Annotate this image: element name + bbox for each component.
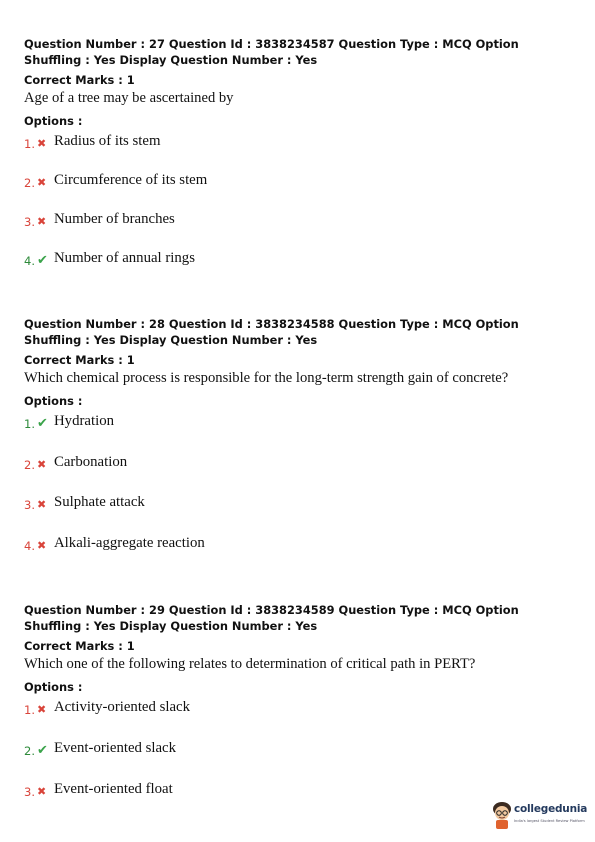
option-number: 3. <box>24 785 35 799</box>
option-number: 4. <box>24 254 35 268</box>
option-text: Alkali-aggregate reaction <box>54 535 205 551</box>
question-meta: Question Number : 27 Question Id : 3838234587 Question Type : MCQ Option Shuffling : Yes Display Question Number : Yes <box>24 37 519 67</box>
option-item <box>24 409 114 431</box>
option-number: 4. <box>24 539 35 553</box>
correct-marks: Correct Marks : 1 <box>24 353 135 367</box>
option-number: 3. <box>24 215 35 229</box>
option-number: 2. <box>24 176 35 190</box>
question-meta: Question Number : 28 Question Id : 3838234588 Question Type : MCQ Option Shuffling : Yes Display Question Number : Yes <box>24 317 519 347</box>
option-number: 2. <box>24 744 35 758</box>
question-text: Age of a tree may be ascertained by <box>24 90 234 106</box>
cross-icon: ✖ <box>37 137 47 150</box>
cross-icon: ✖ <box>37 498 47 511</box>
option-item <box>24 450 127 472</box>
option-number: 1. <box>24 417 35 431</box>
option-number: 3. <box>24 498 35 512</box>
cross-icon: ✖ <box>37 539 47 552</box>
option-number: 1. <box>24 703 35 717</box>
check-icon: ✔ <box>37 743 48 758</box>
option-item <box>24 490 145 512</box>
cross-icon: ✖ <box>37 785 47 798</box>
cross-icon: ✖ <box>37 215 47 228</box>
check-icon: ✔ <box>37 416 48 431</box>
option-item <box>24 246 195 268</box>
option-item <box>24 168 207 190</box>
option-item <box>24 531 205 553</box>
correct-marks: Correct Marks : 1 <box>24 639 135 653</box>
logo-wordmark: collegedunia <box>514 803 588 815</box>
option-text: Circumference of its stem <box>54 172 208 188</box>
question-block <box>24 602 579 815</box>
option-item <box>24 736 176 758</box>
option-item <box>24 207 175 229</box>
option-number: 1. <box>24 137 35 151</box>
collegedunia-logo <box>490 800 590 834</box>
option-text: Hydration <box>54 413 114 429</box>
options-label: Options : <box>24 680 83 694</box>
check-icon: ✔ <box>37 253 48 268</box>
option-text: Activity-oriented slack <box>54 699 191 715</box>
cross-icon: ✖ <box>37 458 47 471</box>
option-text: Carbonation <box>54 454 128 470</box>
cross-icon: ✖ <box>37 176 47 189</box>
option-text: Event-oriented slack <box>54 740 177 756</box>
question-block <box>24 36 579 289</box>
option-text: Number of annual rings <box>54 250 195 266</box>
option-text: Event-oriented float <box>54 781 173 797</box>
question-meta: Question Number : 29 Question Id : 3838234589 Question Type : MCQ Option Shuffling : Yes Display Question Number : Yes <box>24 603 519 633</box>
options-label: Options : <box>24 394 83 408</box>
cross-icon: ✖ <box>37 703 47 716</box>
option-item <box>24 695 190 717</box>
question-text: Which chemical process is responsible for the long-term strength gain of concrete? <box>24 370 509 386</box>
mascot-icon <box>490 800 514 832</box>
option-text: Sulphate attack <box>54 494 145 510</box>
option-text: Radius of its stem <box>54 133 161 149</box>
logo-tagline: India's largest Student Review Platform <box>514 819 585 823</box>
option-number: 2. <box>24 458 35 472</box>
options-label: Options : <box>24 114 83 128</box>
correct-marks: Correct Marks : 1 <box>24 73 135 87</box>
question-text: Which one of the following relates to determination of critical path in PERT? <box>24 656 476 672</box>
question-block <box>24 316 579 579</box>
option-item <box>24 777 173 799</box>
option-item <box>24 129 160 151</box>
option-text: Number of branches <box>54 211 175 227</box>
